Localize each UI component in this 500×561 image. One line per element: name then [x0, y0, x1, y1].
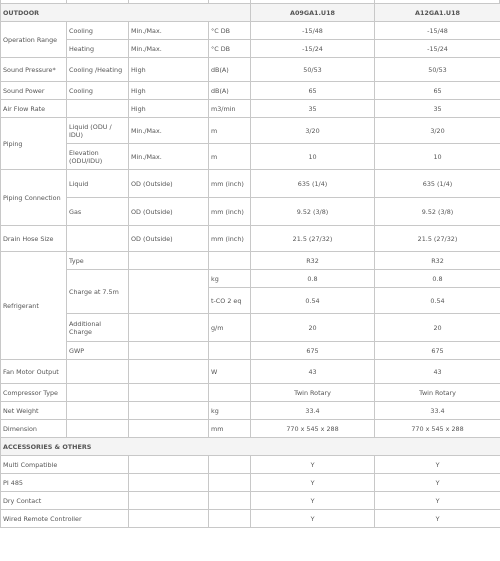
value-cell: 33.4: [251, 402, 375, 420]
row-label-accessory: Wired Remote Controller: [1, 510, 129, 528]
table-row: [1, 198, 500, 226]
value-cell: 770 x 545 x 288: [251, 420, 375, 438]
sub-label-gwp: GWP: [67, 342, 129, 360]
table-row: [1, 360, 500, 384]
empty-cell: [129, 420, 209, 438]
empty-cell: [209, 510, 251, 528]
table-row: [1, 402, 500, 420]
table-row: [1, 510, 500, 528]
row-label-dimension: Dimension: [1, 420, 67, 438]
unit-cell: g/m: [209, 314, 251, 342]
condition-cell: OD (Outside): [129, 198, 209, 226]
empty-cell: [129, 384, 209, 402]
row-label-accessory: Dry Contact: [1, 492, 129, 510]
empty-cell: [129, 342, 209, 360]
table-row: [1, 100, 500, 118]
table-row: [1, 342, 500, 360]
row-label-accessory: PI 485: [1, 474, 129, 492]
sub-label-gas: Gas: [67, 198, 129, 226]
section-title-accessories: ACCESSORIES & OTHERS: [1, 438, 500, 456]
table-header-row: [1, 438, 500, 456]
sub-label-cooling-heating: Cooling /Heating: [67, 58, 129, 82]
table-row: [1, 40, 500, 58]
section-title-outdoor: OUTDOOR: [1, 4, 251, 22]
empty-cell: [129, 360, 209, 384]
empty-cell: [209, 474, 251, 492]
row-label-piping: Piping: [1, 118, 67, 170]
outdoor-spec-table: [0, 3, 500, 528]
value-cell: Y: [251, 492, 375, 510]
value-cell: 675: [375, 342, 500, 360]
sub-label-additional-charge: Additional Charge: [67, 314, 129, 342]
empty-cell: [129, 402, 209, 420]
value-cell: 0.8: [375, 270, 500, 288]
row-label-drain-hose: Drain Hose Size: [1, 226, 67, 252]
value-cell: 50/53: [251, 58, 375, 82]
value-cell: 675: [251, 342, 375, 360]
table-row: [1, 314, 500, 342]
table-row: [1, 58, 500, 82]
unit-cell: mm (inch): [209, 170, 251, 198]
row-label-net-weight: Net Weight: [1, 402, 67, 420]
table-row: [1, 270, 500, 288]
value-cell: 43: [375, 360, 500, 384]
row-label-sound-pressure: Sound Pressure*: [1, 58, 67, 82]
empty-cell: [129, 492, 209, 510]
empty-cell: [67, 402, 129, 420]
table-row: [1, 474, 500, 492]
value-cell: Twin Rotary: [375, 384, 500, 402]
value-cell: Y: [251, 474, 375, 492]
table-row: [1, 22, 500, 40]
unit-cell: mm (inch): [209, 226, 251, 252]
sub-label-heating: Heating: [67, 40, 129, 58]
value-cell: 10: [251, 144, 375, 170]
table-row: [1, 420, 500, 438]
value-cell: Y: [375, 456, 500, 474]
value-cell: 3/20: [251, 118, 375, 144]
value-cell: -15/24: [251, 40, 375, 58]
unit-cell: kg: [209, 402, 251, 420]
model-column-1: A09GA1.U18: [251, 4, 375, 22]
empty-cell: [209, 252, 251, 270]
value-cell: 35: [375, 100, 500, 118]
empty-cell: [209, 384, 251, 402]
value-cell: -15/48: [375, 22, 500, 40]
condition-cell: OD (Outside): [129, 226, 209, 252]
sub-label-charge: Charge at 7.5m: [67, 270, 129, 314]
unit-cell: °C DB: [209, 22, 251, 40]
empty-cell: [129, 252, 209, 270]
value-cell: Y: [375, 492, 500, 510]
empty-cell: [67, 100, 129, 118]
value-cell: 65: [375, 82, 500, 100]
value-cell: 20: [251, 314, 375, 342]
row-label-refrigerant: Refrigerant: [1, 252, 67, 360]
value-cell: 43: [251, 360, 375, 384]
condition-cell: OD (Outside): [129, 170, 209, 198]
condition-cell: High: [129, 58, 209, 82]
row-label-sound-power: Sound Power: [1, 82, 67, 100]
unit-cell: m: [209, 144, 251, 170]
model-column-2: A12GA1.U18: [375, 4, 500, 22]
table-row: [1, 226, 500, 252]
value-cell: R32: [375, 252, 500, 270]
table-row: [1, 456, 500, 474]
value-cell: R32: [251, 252, 375, 270]
sub-label-type: Type: [67, 252, 129, 270]
table-row: [1, 492, 500, 510]
sub-label-elevation: Elevation (ODU/IDU): [67, 144, 129, 170]
condition-cell: Min./Max.: [129, 144, 209, 170]
value-cell: 0.54: [251, 288, 375, 314]
empty-cell: [209, 492, 251, 510]
row-label-operation-range: Operation Range: [1, 22, 67, 58]
value-cell: 770 x 545 x 288: [375, 420, 500, 438]
value-cell: 0.8: [251, 270, 375, 288]
table-row: [1, 252, 500, 270]
condition-cell: High: [129, 82, 209, 100]
unit-cell: mm (inch): [209, 198, 251, 226]
condition-cell: Min./Max.: [129, 118, 209, 144]
table-row: [1, 170, 500, 198]
row-label-air-flow: Air Flow Rate: [1, 100, 67, 118]
empty-cell: [129, 510, 209, 528]
row-label-compressor-type: Compressor Type: [1, 384, 67, 402]
value-cell: 20: [375, 314, 500, 342]
value-cell: Y: [251, 456, 375, 474]
unit-cell: t-CO 2 eq: [209, 288, 251, 314]
sub-label-liquid: Liquid: [67, 170, 129, 198]
value-cell: 21.5 (27/32): [375, 226, 500, 252]
table-row: [1, 118, 500, 144]
unit-cell: mm: [209, 420, 251, 438]
value-cell: Y: [251, 510, 375, 528]
sub-label-cooling: Cooling: [67, 82, 129, 100]
value-cell: 35: [251, 100, 375, 118]
table-row: [1, 144, 500, 170]
condition-cell: Min./Max.: [129, 22, 209, 40]
sub-label-cooling: Cooling: [67, 22, 129, 40]
unit-cell: W: [209, 360, 251, 384]
sub-label-liquid-odu-idu: Liquid (ODU / IDU): [67, 118, 129, 144]
value-cell: 9.52 (3/8): [251, 198, 375, 226]
value-cell: Twin Rotary: [251, 384, 375, 402]
empty-cell: [209, 342, 251, 360]
unit-cell: dB(A): [209, 58, 251, 82]
empty-cell: [67, 360, 129, 384]
value-cell: Y: [375, 474, 500, 492]
empty-cell: [129, 474, 209, 492]
empty-cell: [67, 420, 129, 438]
value-cell: 3/20: [375, 118, 500, 144]
empty-cell: [67, 226, 129, 252]
value-cell: Y: [375, 510, 500, 528]
value-cell: 635 (1/4): [375, 170, 500, 198]
condition-cell: High: [129, 100, 209, 118]
value-cell: 0.54: [375, 288, 500, 314]
unit-cell: m3/min: [209, 100, 251, 118]
value-cell: 10: [375, 144, 500, 170]
table-row: [1, 384, 500, 402]
row-label-accessory: Multi Compatible: [1, 456, 129, 474]
table-row: [1, 82, 500, 100]
empty-cell: [129, 270, 209, 314]
value-cell: 65: [251, 82, 375, 100]
empty-cell: [129, 456, 209, 474]
unit-cell: °C DB: [209, 40, 251, 58]
value-cell: -15/48: [251, 22, 375, 40]
value-cell: -15/24: [375, 40, 500, 58]
value-cell: 21.5 (27/32): [251, 226, 375, 252]
empty-cell: [129, 314, 209, 342]
row-label-piping-connection: Piping Connection: [1, 170, 67, 226]
unit-cell: m: [209, 118, 251, 144]
value-cell: 50/53: [375, 58, 500, 82]
value-cell: 9.52 (3/8): [375, 198, 500, 226]
empty-cell: [67, 384, 129, 402]
unit-cell: kg: [209, 270, 251, 288]
table-header-row: [1, 4, 500, 22]
condition-cell: Min./Max.: [129, 40, 209, 58]
value-cell: 33.4: [375, 402, 500, 420]
value-cell: 635 (1/4): [251, 170, 375, 198]
unit-cell: dB(A): [209, 82, 251, 100]
row-label-fan-motor: Fan Motor Output: [1, 360, 67, 384]
empty-cell: [209, 456, 251, 474]
